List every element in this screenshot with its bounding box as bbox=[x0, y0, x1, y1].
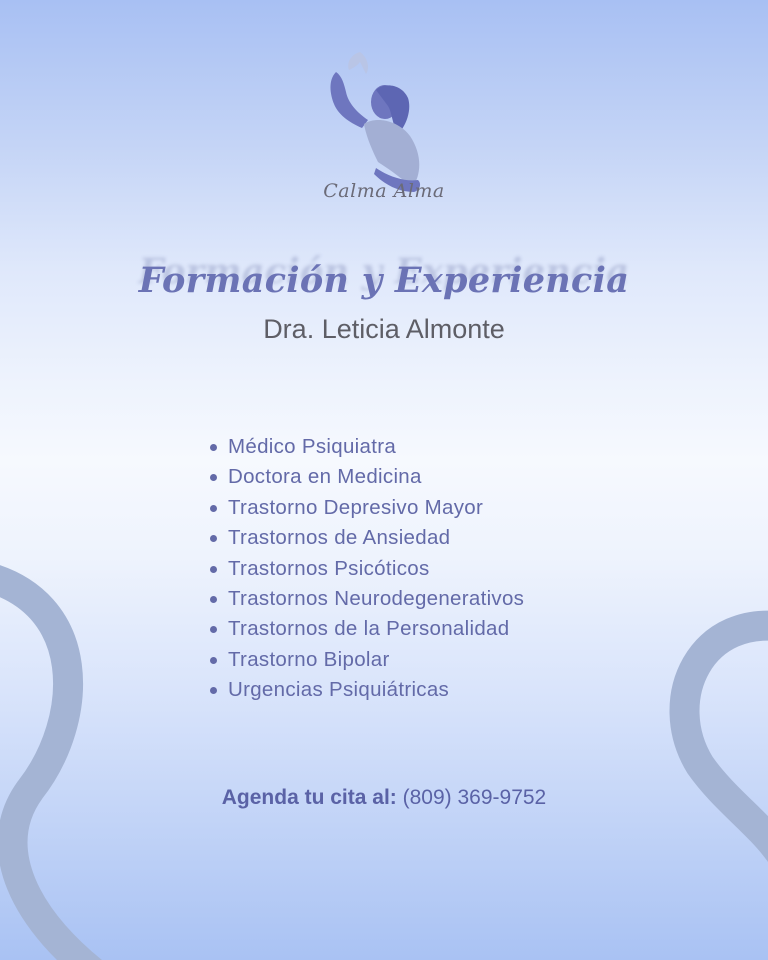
list-item-label: Médico Psiquiatra bbox=[228, 435, 397, 458]
bullet-icon bbox=[210, 444, 217, 451]
list-item-label: Trastornos de la Personalidad bbox=[228, 617, 510, 641]
list-item bbox=[208, 675, 524, 705]
bullet-icon bbox=[210, 474, 217, 481]
butterfly-icon bbox=[348, 52, 368, 74]
list-item-label: Trastornos Neurodegenerativos bbox=[228, 586, 525, 610]
list-item bbox=[208, 614, 524, 644]
bullet-icon bbox=[210, 566, 217, 573]
brand-name: Calma Alma bbox=[323, 180, 445, 202]
bullet-icon bbox=[210, 687, 217, 694]
list-item bbox=[208, 645, 524, 675]
right-decorative-curve bbox=[684, 626, 768, 900]
appointment-cta bbox=[0, 786, 768, 810]
cta-label: Agenda tu cita al: bbox=[221, 786, 397, 809]
doctor-name: Dra. Leticia Almonte bbox=[263, 314, 505, 344]
list-item-label: Urgencias Psiquiátricas bbox=[228, 678, 450, 702]
bullet-icon bbox=[210, 657, 217, 664]
phone-number[interactable]: (809) 369-9752 bbox=[402, 786, 547, 809]
bullet-icon bbox=[210, 505, 217, 512]
bullet-icon bbox=[210, 626, 217, 633]
bullet-icon bbox=[210, 535, 217, 542]
list-item bbox=[208, 554, 524, 584]
left-decorative-curve bbox=[0, 575, 110, 960]
list-item bbox=[208, 462, 524, 492]
list-item bbox=[208, 523, 524, 553]
credentials-list bbox=[208, 432, 524, 706]
bullet-icon bbox=[210, 596, 217, 603]
page-title: Formación y Experiencia bbox=[138, 260, 630, 301]
list-item bbox=[208, 584, 524, 614]
list-item-label: Doctora en Medicina bbox=[228, 465, 422, 489]
list-item-label: Trastorno Depresivo Mayor bbox=[228, 495, 484, 519]
list-item bbox=[208, 493, 524, 523]
raised-arm bbox=[331, 72, 369, 128]
list-item bbox=[208, 432, 524, 462]
list-item-label: Trastorno Bipolar bbox=[228, 647, 390, 671]
list-item-label: Trastornos de Ansiedad bbox=[228, 526, 451, 550]
list-item-label: Trastornos Psicóticos bbox=[228, 556, 430, 580]
